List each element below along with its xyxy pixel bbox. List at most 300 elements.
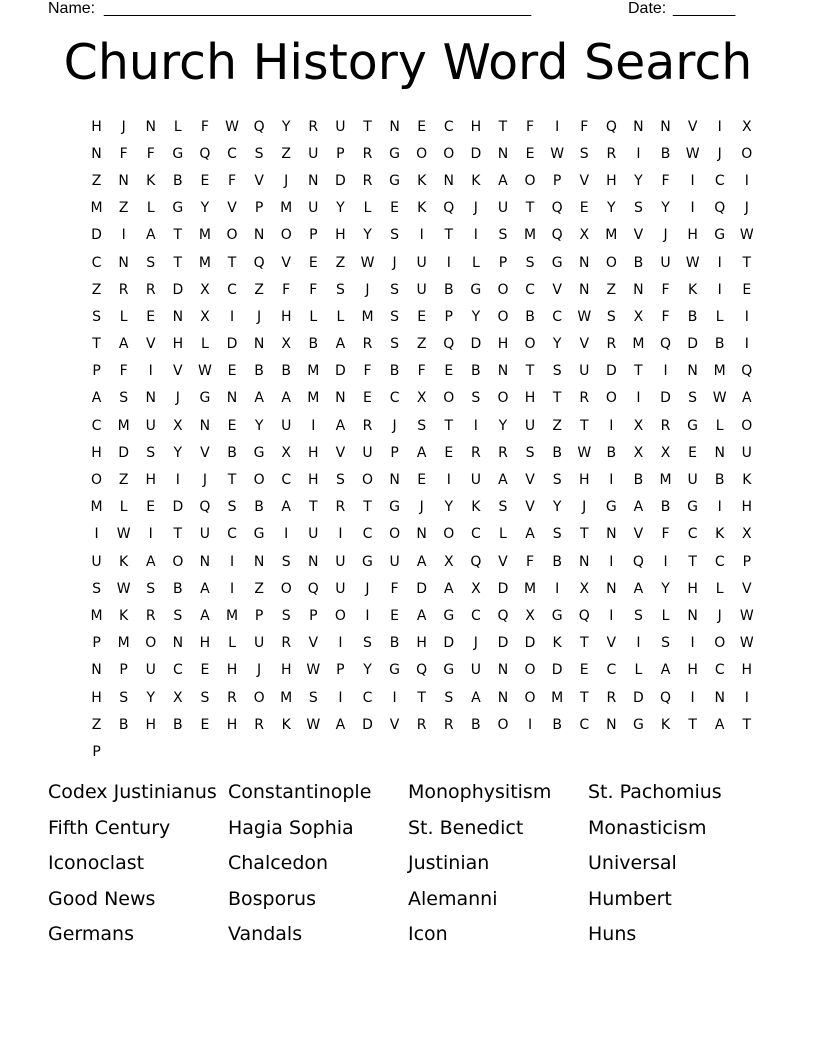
grid-letter: N <box>199 553 211 570</box>
grid-letter: G <box>551 607 563 624</box>
grid-letter: N <box>660 118 671 135</box>
grid-letter: Q <box>632 553 644 570</box>
grid-letter: N <box>416 526 427 543</box>
grid-letter: I <box>663 553 668 570</box>
grid-letter: N <box>633 118 644 135</box>
grid-letter: S <box>92 308 101 325</box>
grid-letter: N <box>172 635 184 652</box>
grid-letter: B <box>714 336 725 353</box>
grid-letter: A <box>498 172 508 189</box>
grid-letter: A <box>416 607 427 624</box>
grid-letter: J <box>257 662 262 679</box>
grid-letter: O <box>524 662 536 679</box>
grid-letter: I <box>609 417 614 434</box>
grid-letter: L <box>715 580 724 597</box>
grid-letter: X <box>471 580 481 597</box>
grid-letter: S <box>525 254 535 271</box>
grid-letter: T <box>227 472 237 489</box>
grid-letter: O <box>253 472 265 489</box>
grid-letter: D <box>443 635 455 652</box>
grid-letter: C <box>172 662 183 679</box>
grid-letter: I <box>338 689 343 706</box>
grid-letter: U <box>470 662 481 679</box>
grid-letter: D <box>687 336 698 353</box>
grid-letter: G <box>687 417 699 434</box>
grid-letter: S <box>281 607 291 624</box>
grid-letter: B <box>471 716 481 733</box>
grid-letter: U <box>660 254 671 271</box>
grid-letter: W <box>712 390 727 407</box>
grid-letter: W <box>550 145 565 162</box>
grid-letter: P <box>92 743 101 760</box>
grid-letter: Y <box>146 689 156 706</box>
grid-letter: O <box>389 526 401 543</box>
grid-letter: N <box>308 172 319 189</box>
grid-letter: E <box>200 172 210 189</box>
grid-letter: X <box>173 689 183 706</box>
grid-letter: L <box>173 118 182 135</box>
grid-letter: U <box>145 662 156 679</box>
grid-letter: K <box>146 172 156 189</box>
grid-letter: F <box>227 172 237 189</box>
grid-letter: N <box>118 172 129 189</box>
grid-letter: Y <box>634 172 643 189</box>
grid-letter: V <box>742 580 752 597</box>
grid-letter: B <box>552 553 562 570</box>
grid-letter: I <box>229 308 235 325</box>
grid-letter: W <box>739 227 754 244</box>
grid-letter: G <box>443 607 455 624</box>
grid-letter: J <box>284 172 289 189</box>
word-list-item: Germans <box>48 923 134 946</box>
grid-letter: K <box>119 607 129 624</box>
grid-letter: H <box>145 716 156 733</box>
grid-letter: U <box>281 417 292 434</box>
grid-letter: P <box>119 662 128 679</box>
grid-letter: Y <box>363 662 372 679</box>
name-date-line <box>48 0 748 20</box>
grid-letter: R <box>606 689 617 706</box>
grid-letter: E <box>444 363 454 380</box>
grid-letter: I <box>229 580 235 597</box>
grid-letter: X <box>742 526 752 543</box>
grid-letter: L <box>119 308 128 325</box>
name-label: Name: <box>48 0 96 17</box>
grid-letter: U <box>389 553 400 570</box>
grid-letter: Q <box>551 200 563 217</box>
grid-letter: L <box>634 662 643 679</box>
grid-letter: S <box>498 227 508 244</box>
grid-letter: M <box>280 689 293 706</box>
grid-letter: I <box>311 417 316 434</box>
grid-letter: B <box>443 281 454 298</box>
grid-letter: T <box>444 227 454 244</box>
grid-letter: M <box>713 363 726 380</box>
page-title: Church History Word Search <box>63 34 753 91</box>
grid-letter: Y <box>661 200 670 217</box>
grid-letter: A <box>416 444 427 461</box>
grid-letter: C <box>91 417 102 434</box>
word-list-item: Icon <box>408 923 448 946</box>
grid-letter: X <box>200 308 210 325</box>
grid-letter: S <box>281 553 291 570</box>
grid-letter: E <box>742 281 752 298</box>
name-blank-line: ________________________________________________ <box>104 0 532 17</box>
grid-letter: O <box>605 390 617 407</box>
grid-letter: O <box>443 526 455 543</box>
grid-letter: W <box>306 662 321 679</box>
grid-letter: G <box>172 145 184 162</box>
date-label: Date: <box>628 0 667 17</box>
grid-letter: J <box>257 308 262 325</box>
grid-letter: D <box>497 635 509 652</box>
grid-letter: I <box>148 526 153 543</box>
word-list-item: St. Benedict <box>408 816 524 839</box>
grid-letter: U <box>308 200 319 217</box>
grid-letter: T <box>525 200 535 217</box>
grid-letter: S <box>390 227 400 244</box>
grid-letter: K <box>119 553 129 570</box>
grid-letter: T <box>363 118 372 135</box>
grid-letter: M <box>117 635 130 652</box>
grid-letter: M <box>659 472 672 489</box>
grid-letter: U <box>308 526 319 543</box>
grid-letter: N <box>308 553 319 570</box>
grid-letter: I <box>338 526 343 543</box>
grid-letter: G <box>389 499 400 516</box>
grid-letter: P <box>254 607 264 624</box>
grid-letter: A <box>416 553 427 570</box>
grid-letter: F <box>363 363 372 380</box>
grid-letter: E <box>227 417 237 434</box>
grid-letter: R <box>281 635 292 652</box>
grid-letter: A <box>498 472 508 489</box>
grid-letter: U <box>91 553 102 570</box>
grid-letter: H <box>606 172 617 189</box>
grid-letter: W <box>116 580 131 597</box>
grid-letter: W <box>685 145 700 162</box>
grid-letter: O <box>524 336 536 353</box>
grid-letter: D <box>172 281 184 298</box>
grid-letter: M <box>632 336 645 353</box>
grid-letter: N <box>253 227 265 244</box>
grid-letter: U <box>253 635 265 652</box>
grid-letter: G <box>470 281 482 298</box>
grid-letter: J <box>365 580 370 597</box>
grid-letter: D <box>470 145 482 162</box>
grid-letter: C <box>91 254 102 271</box>
grid-letter: B <box>633 254 644 271</box>
grid-letter: I <box>527 716 533 733</box>
grid-letter: S <box>633 200 643 217</box>
grid-letter: I <box>555 118 560 135</box>
grid-letter: Z <box>118 200 129 217</box>
grid-letter: D <box>551 662 563 679</box>
grid-letter: L <box>499 526 507 543</box>
grid-letter: W <box>739 635 754 652</box>
grid-letter: E <box>390 607 399 624</box>
grid-letter: Z <box>91 172 102 189</box>
grid-letter: L <box>119 499 128 516</box>
word-list-item: Monophysitism <box>408 781 552 803</box>
grid-letter: B <box>173 716 183 733</box>
grid-letter: C <box>470 526 481 543</box>
grid-letter: M <box>307 363 320 380</box>
grid-letter: A <box>714 716 725 733</box>
grid-letter: I <box>663 363 668 380</box>
grid-letter: E <box>146 308 156 325</box>
grid-letter: Q <box>551 227 563 244</box>
grid-letter: S <box>390 308 400 325</box>
grid-letter: I <box>690 635 695 652</box>
word-list-item: St. Pachomius <box>588 781 722 803</box>
grid-letter: R <box>145 281 156 298</box>
grid-letter: I <box>446 254 451 271</box>
grid-letter: O <box>714 635 726 652</box>
grid-letter: V <box>525 499 535 516</box>
grid-letter: W <box>116 526 131 543</box>
grid-letter: X <box>579 580 590 597</box>
grid-letter: F <box>526 118 535 135</box>
grid-letter: Y <box>200 200 210 217</box>
grid-letter: U <box>416 281 427 298</box>
grid-letter: D <box>335 363 346 380</box>
grid-letter: G <box>253 526 265 543</box>
grid-letter: V <box>227 200 237 217</box>
grid-letter: Y <box>471 308 481 325</box>
word-list-item: Humbert <box>588 887 672 910</box>
grid-letter: U <box>335 118 346 135</box>
grid-letter: N <box>443 172 454 189</box>
grid-letter: X <box>281 444 291 461</box>
grid-letter: V <box>606 635 617 652</box>
grid-letter: R <box>579 390 590 407</box>
grid-letter: R <box>470 444 481 461</box>
grid-letter: T <box>227 254 237 271</box>
grid-letter: I <box>744 308 749 325</box>
grid-letter: Y <box>552 499 562 516</box>
grid-letter: D <box>362 716 373 733</box>
grid-letter: L <box>228 635 236 652</box>
grid-letter: N <box>714 444 725 461</box>
grid-letter: J <box>744 200 749 217</box>
grid-letter: N <box>578 281 590 298</box>
grid-letter: H <box>226 716 238 733</box>
grid-letter: J <box>582 499 587 516</box>
grid-letter: Y <box>661 580 670 597</box>
grid-letter: G <box>687 499 699 516</box>
grid-letter: T <box>579 526 589 543</box>
grid-letter: S <box>308 689 318 706</box>
grid-letter: T <box>688 716 697 733</box>
grid-letter: Q <box>714 200 726 217</box>
grid-letter: E <box>688 444 698 461</box>
grid-letter: C <box>714 662 725 679</box>
grid-letter: V <box>281 254 291 271</box>
grid-letter: Q <box>660 689 672 706</box>
grid-letter: P <box>742 553 752 570</box>
grid-letter: K <box>417 200 427 217</box>
grid-letter: Y <box>607 200 616 217</box>
grid-letter: F <box>282 281 291 298</box>
grid-letter: W <box>685 254 700 271</box>
grid-letter: Q <box>443 200 455 217</box>
grid-letter: L <box>146 200 155 217</box>
grid-letter: J <box>717 607 722 624</box>
grid-letter: C <box>281 472 292 489</box>
grid-letter: L <box>201 336 209 353</box>
grid-letter: C <box>714 172 725 189</box>
word-list-item: Huns <box>588 923 637 946</box>
grid-letter: O <box>443 390 455 407</box>
word-list-item: Chalcedon <box>228 852 329 875</box>
grid-letter: U <box>335 580 346 597</box>
grid-letter: Q <box>307 580 319 597</box>
grid-letter: B <box>687 308 698 325</box>
grid-letter: T <box>92 336 101 353</box>
word-list-item: Fifth Century <box>48 816 171 839</box>
grid-letter: B <box>389 635 400 652</box>
grid-letter: J <box>175 390 180 407</box>
grid-letter: O <box>91 472 103 489</box>
grid-letter: B <box>389 363 400 380</box>
grid-letter: U <box>579 363 590 380</box>
grid-letter: I <box>94 526 99 543</box>
grid-letter: X <box>173 417 183 434</box>
grid-letter: N <box>497 662 509 679</box>
grid-letter: O <box>524 172 536 189</box>
grid-letter: Z <box>254 281 264 298</box>
grid-letter: L <box>363 200 372 217</box>
grid-letter: D <box>172 499 184 516</box>
grid-letter: V <box>200 444 210 461</box>
grid-letter: X <box>416 390 427 407</box>
grid-letter: S <box>146 254 156 271</box>
grid-letter: A <box>660 662 671 679</box>
grid-letter: T <box>417 689 426 706</box>
grid-letter: S <box>146 580 156 597</box>
grid-letter: O <box>334 607 346 624</box>
grid-letter: U <box>524 417 536 434</box>
grid-letter: T <box>634 363 643 380</box>
grid-letter: H <box>280 662 292 679</box>
grid-letter: Y <box>552 336 562 353</box>
grid-letter: N <box>91 145 102 162</box>
grid-letter: H <box>524 390 536 407</box>
grid-letter: N <box>335 390 346 407</box>
grid-letter: I <box>392 689 397 706</box>
grid-letter: T <box>173 526 183 543</box>
grid-letter: P <box>444 308 453 325</box>
grid-letter: F <box>661 172 670 189</box>
grid-letter: L <box>471 254 480 271</box>
grid-letter: A <box>118 336 129 353</box>
grid-letter: V <box>633 227 644 244</box>
grid-letter: I <box>636 635 641 652</box>
grid-letter: G <box>389 145 400 162</box>
grid-letter: X <box>633 417 644 434</box>
grid-letter: P <box>309 227 318 244</box>
grid-letter: I <box>717 254 722 271</box>
grid-letter: R <box>416 716 427 733</box>
grid-letter: N <box>497 145 509 162</box>
grid-letter: F <box>146 145 155 162</box>
grid-letter: U <box>687 472 698 489</box>
grid-letter: M <box>605 227 618 244</box>
grid-letter: I <box>690 200 695 217</box>
grid-letter: O <box>741 145 753 162</box>
grid-letter: T <box>688 553 697 570</box>
grid-letter: K <box>660 716 671 733</box>
grid-letter: B <box>254 499 264 516</box>
grid-letter: B <box>606 444 617 461</box>
grid-letter: M <box>198 254 211 271</box>
grid-letter: M <box>90 499 103 516</box>
grid-letter: K <box>552 635 562 652</box>
grid-letter: T <box>173 254 183 271</box>
grid-letter: B <box>633 472 644 489</box>
grid-letter: L <box>309 308 318 325</box>
grid-letter: O <box>416 145 428 162</box>
grid-letter: E <box>200 662 210 679</box>
grid-letter: O <box>253 689 265 706</box>
grid-letter: S <box>200 689 210 706</box>
grid-letter: N <box>118 254 129 271</box>
word-list-item: Bosporus <box>228 887 316 910</box>
grid-letter: E <box>579 662 589 679</box>
grid-letter: R <box>443 716 454 733</box>
grid-letter: N <box>172 308 184 325</box>
grid-letter: O <box>497 716 509 733</box>
grid-letter: B <box>118 716 129 733</box>
grid-letter: X <box>200 281 210 298</box>
grid-letter: U <box>199 526 211 543</box>
grid-letter: M <box>361 308 374 325</box>
grid-letter: H <box>497 336 509 353</box>
grid-letter: I <box>609 607 614 624</box>
grid-letter: R <box>362 336 373 353</box>
grid-letter: T <box>579 417 589 434</box>
grid-letter: I <box>636 390 641 407</box>
word-list-item: Hagia Sophia <box>228 816 354 839</box>
grid-letter: I <box>555 580 560 597</box>
grid-letter: E <box>308 254 318 271</box>
grid-letter: A <box>254 390 264 407</box>
grid-letter: E <box>444 444 454 461</box>
word-list-item: Justinian <box>408 852 490 875</box>
grid-letter: S <box>444 689 454 706</box>
grid-letter: D <box>91 227 102 244</box>
grid-letter: H <box>687 227 698 244</box>
grid-letter: D <box>497 580 509 597</box>
grid-letter: L <box>661 607 670 624</box>
grid-letter: Q <box>741 363 753 380</box>
grid-letter: Q <box>253 118 265 135</box>
grid-letter: T <box>579 635 589 652</box>
grid-letter: I <box>446 472 451 489</box>
grid-letter: B <box>173 580 183 597</box>
grid-letter: H <box>741 662 753 679</box>
grid-letter: V <box>389 716 400 733</box>
grid-letter: C <box>227 145 237 162</box>
word-list-item: Alemanni <box>408 887 498 910</box>
grid-letter: Z <box>91 281 102 298</box>
grid-letter: O <box>280 227 292 244</box>
grid-letter: L <box>336 308 345 325</box>
grid-letter: Q <box>416 662 428 679</box>
grid-letter: Y <box>281 118 291 135</box>
grid-letter: J <box>473 635 478 652</box>
